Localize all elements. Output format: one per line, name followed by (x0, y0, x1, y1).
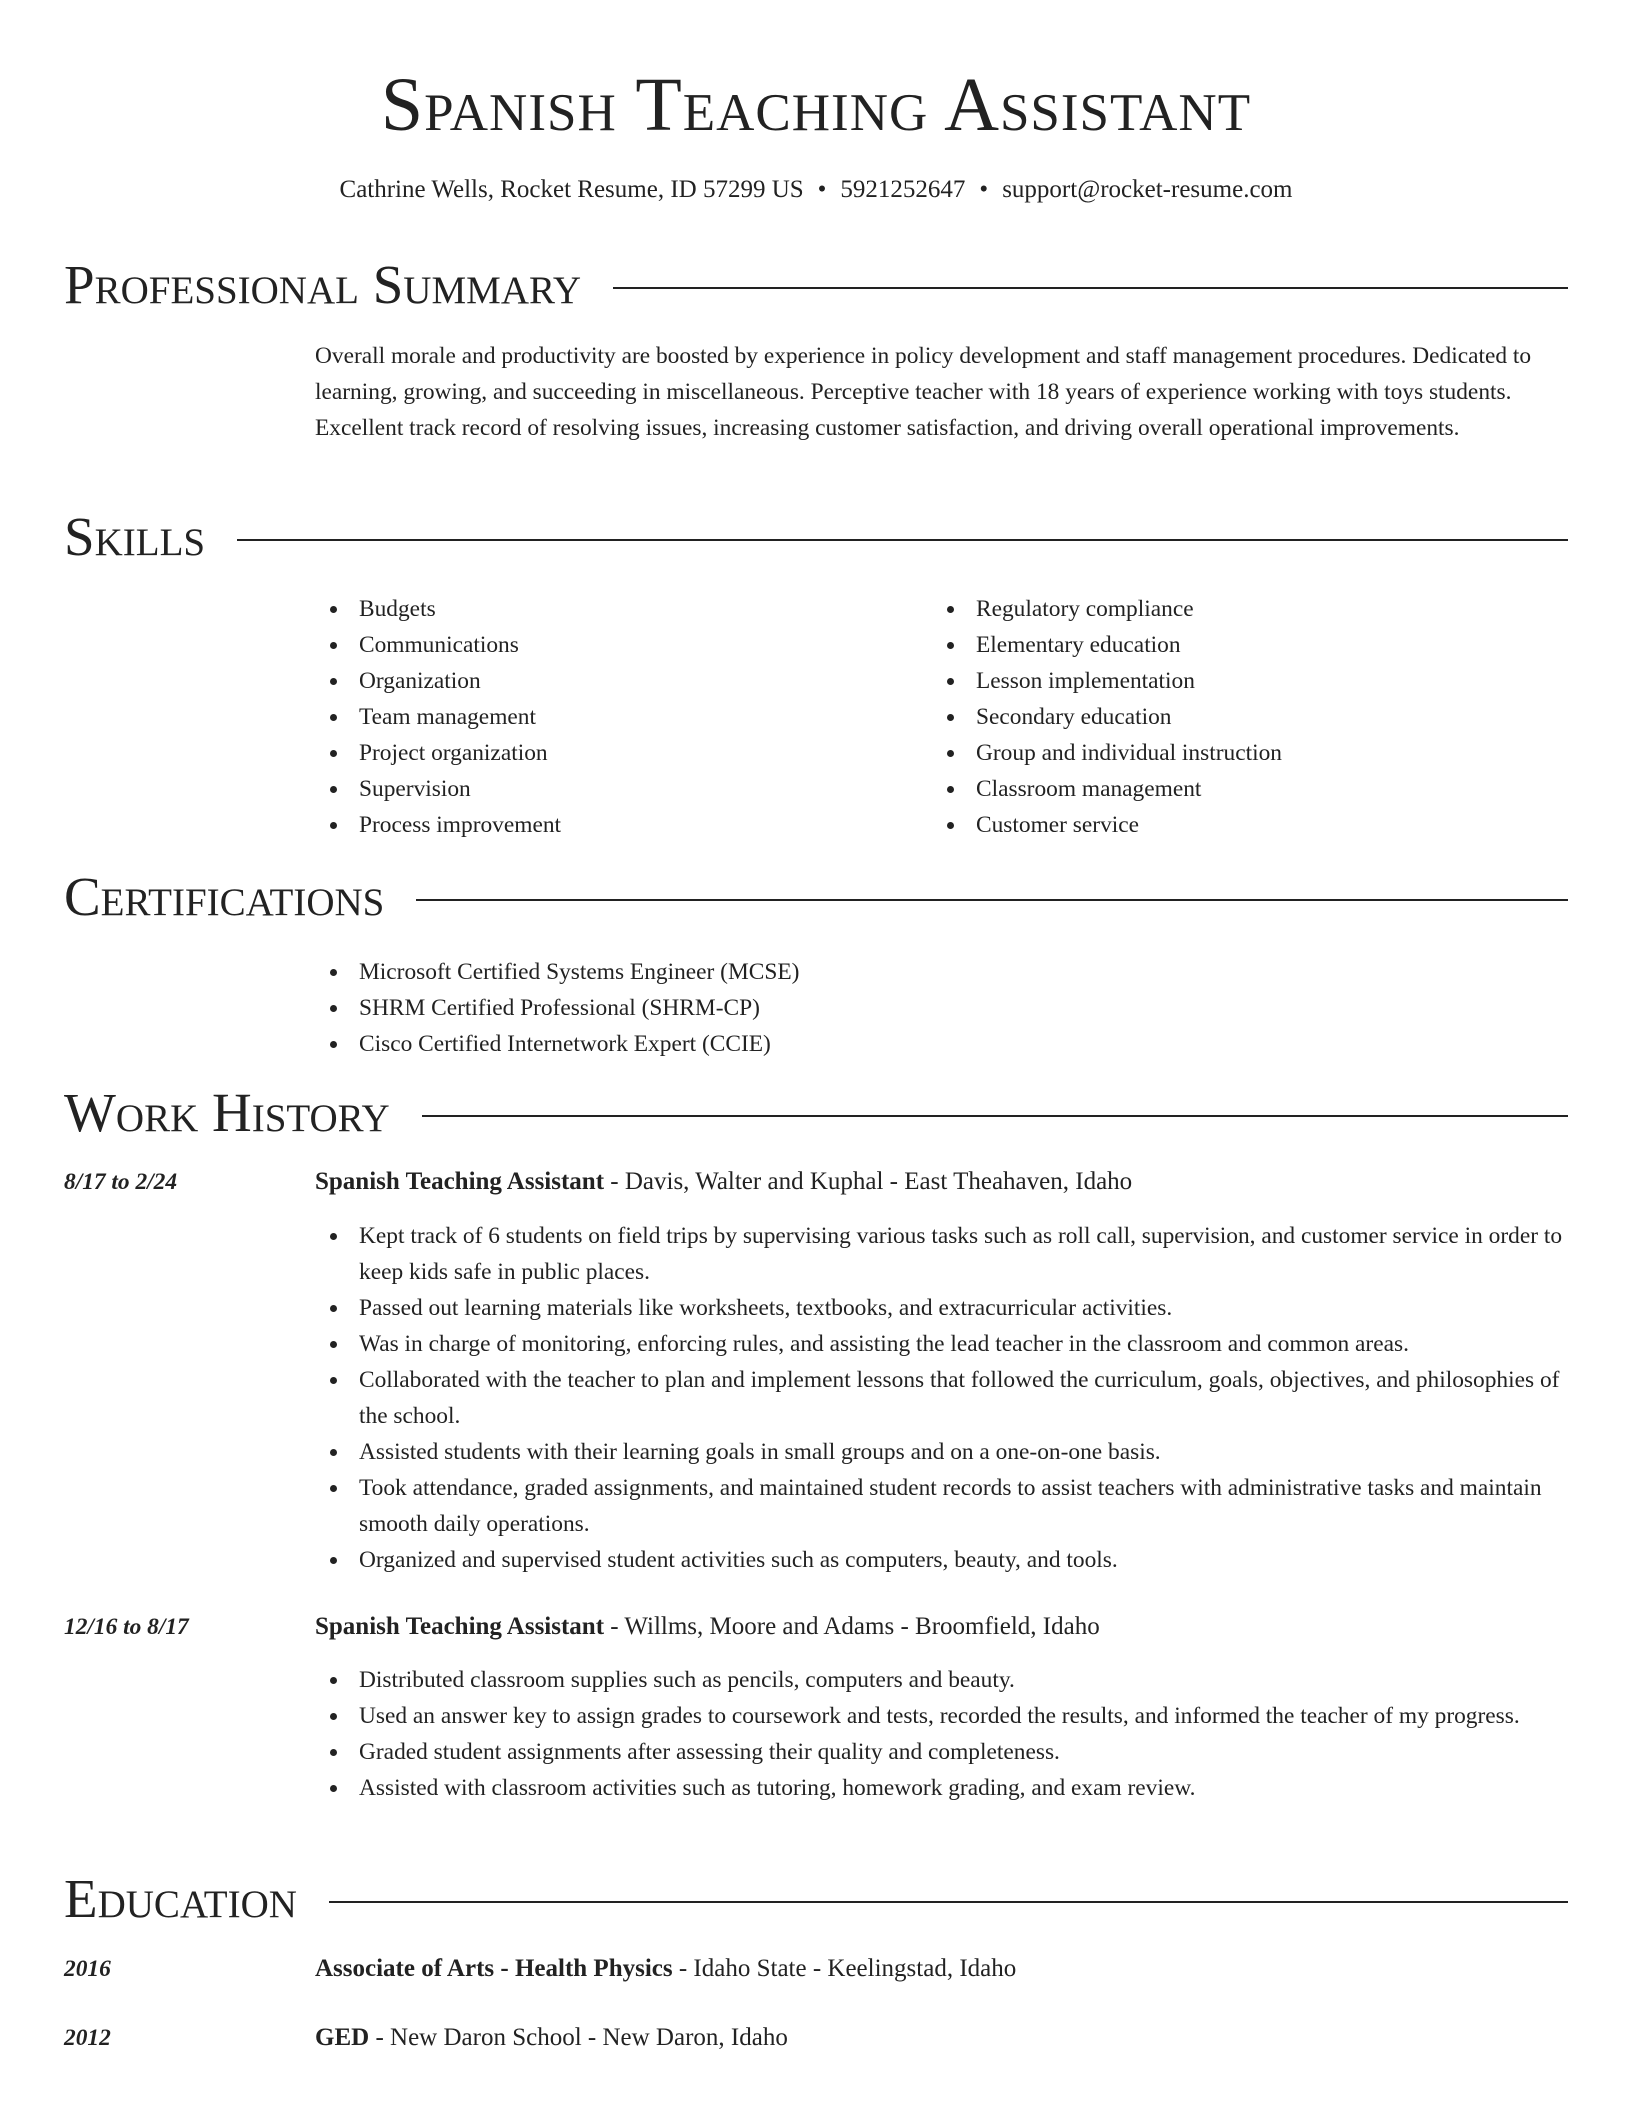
job-employer: - Davis, Walter and Kuphal - East Theahaven, Idaho (604, 1168, 1133, 1195)
job-duty-item: Organized and supervised student activities such as computers, beauty, and tools. (315, 1542, 1568, 1578)
resume-title: Spanish Teaching Assistant (380, 63, 1252, 147)
certifications-list (315, 954, 1568, 1062)
job-duties-list (315, 1218, 1568, 1578)
work-heading: Work History (64, 1082, 390, 1143)
contact-phone: 5921252647 (840, 176, 966, 203)
job-dates: 12/16 to 8/17 (64, 1614, 189, 1640)
job-duty-item: Took attendance, graded assignments, and maintained student records to assist teachers with administrative tasks and maintain smooth daily operations. (315, 1470, 1568, 1542)
job-duty-item: Assisted students with their learning goals in small groups and on a one-on-one basis. (315, 1434, 1568, 1470)
contact-address: Cathrine Wells, Rocket Resume, ID 57299 US (339, 176, 804, 203)
job-duty-item: Used an answer key to assign grades to coursework and tests, recorded the results, and informed the teacher of my progress. (315, 1698, 1568, 1734)
skill-item: Elementary education (932, 627, 1568, 663)
skill-item: Communications (315, 627, 915, 663)
skills-section-header (64, 502, 1568, 572)
summary-heading: Professional Summary (64, 254, 582, 315)
skill-item: Lesson implementation (932, 663, 1568, 699)
skill-item: Team management (315, 699, 915, 735)
skill-item: Secondary education (932, 699, 1568, 735)
job-duty-item: Assisted with classroom activities such as tutoring, homework grading, and exam review. (315, 1770, 1568, 1806)
skill-item: Budgets (315, 591, 915, 627)
skills-list-right (932, 591, 1568, 843)
certification-item: Microsoft Certified Systems Engineer (MCSE) (315, 954, 1568, 990)
summary-text: Overall morale and productivity are boosted by experience in policy development and staff management procedures. Dedicated to learning, growing, and succeeding in miscellaneous. Perceptive teacher with 18 years of experience working with toys students. Excellent track record of resolving issues, increasing customer satisfaction, and driving overall operational improvements. (315, 343, 1532, 441)
education-heading: Education (64, 1868, 297, 1929)
skill-item: Customer service (932, 807, 1568, 843)
section-divider (416, 899, 1568, 901)
certification-item: SHRM Certified Professional (SHRM-CP) (315, 990, 1568, 1026)
skill-item: Supervision (315, 771, 915, 807)
contact-line (0, 172, 1632, 208)
job-title-line (315, 1609, 1568, 1645)
skill-item: Project organization (315, 735, 915, 771)
job-duty-item: Was in charge of monitoring, enforcing rules, and assisting the lead teacher in the classroom and common areas. (315, 1326, 1568, 1362)
work-section-header (64, 1078, 1568, 1148)
education-line (315, 2020, 1568, 2056)
job-title: Spanish Teaching Assistant (315, 1168, 605, 1195)
job-title-line (315, 1164, 1568, 1200)
education-school: - New Daron School - New Daron, Idaho (369, 2024, 788, 2051)
certifications-section-header (64, 862, 1568, 932)
section-divider (613, 287, 1568, 289)
certification-item: Cisco Certified Internetwork Expert (CCIE) (315, 1026, 1568, 1062)
education-degree: GED (315, 2024, 370, 2051)
section-divider (422, 1115, 1568, 1117)
skills-heading: Skills (64, 506, 206, 567)
job-duty-item: Kept track of 6 students on field trips by supervising various tasks such as roll call, supervision, and customer service in order to keep kids safe in public places. (315, 1218, 1568, 1290)
job-duty-item: Collaborated with the teacher to plan and implement lessons that followed the curriculum, goals, objectives, and philosophies of the school. (315, 1362, 1568, 1434)
education-line (315, 1951, 1568, 1987)
skill-item: Group and individual instruction (932, 735, 1568, 771)
education-section-header (64, 1864, 1568, 1934)
job-employer: - Willms, Moore and Adams - Broomfield, Idaho (604, 1613, 1100, 1640)
section-divider (237, 539, 1568, 541)
skill-item: Regulatory compliance (932, 591, 1568, 627)
section-divider (329, 1901, 1568, 1903)
contact-email: support@rocket-resume.com (1002, 176, 1293, 203)
contact-separator: • (979, 176, 989, 203)
education-year: 2012 (64, 2025, 111, 2051)
job-duty-item: Distributed classroom supplies such as pencils, computers and beauty. (315, 1662, 1568, 1698)
skill-item: Process improvement (315, 807, 915, 843)
education-year: 2016 (64, 1956, 111, 1982)
job-duty-item: Passed out learning materials like worksheets, textbooks, and extracurricular activities. (315, 1290, 1568, 1326)
job-duties-list (315, 1662, 1568, 1806)
skill-item: Organization (315, 663, 915, 699)
job-duty-item: Graded student assignments after assessing their quality and completeness. (315, 1734, 1568, 1770)
summary-section-header (64, 250, 1568, 320)
skill-item: Classroom management (932, 771, 1568, 807)
education-school: - Idaho State - Keelingstad, Idaho (672, 1955, 1017, 1982)
skills-list-left (315, 591, 915, 843)
job-dates: 8/17 to 2/24 (64, 1169, 178, 1195)
contact-separator: • (817, 176, 827, 203)
certifications-heading: Certifications (64, 866, 385, 927)
job-title: Spanish Teaching Assistant (315, 1613, 605, 1640)
education-degree: Associate of Arts - Health Physics (315, 1955, 673, 1982)
